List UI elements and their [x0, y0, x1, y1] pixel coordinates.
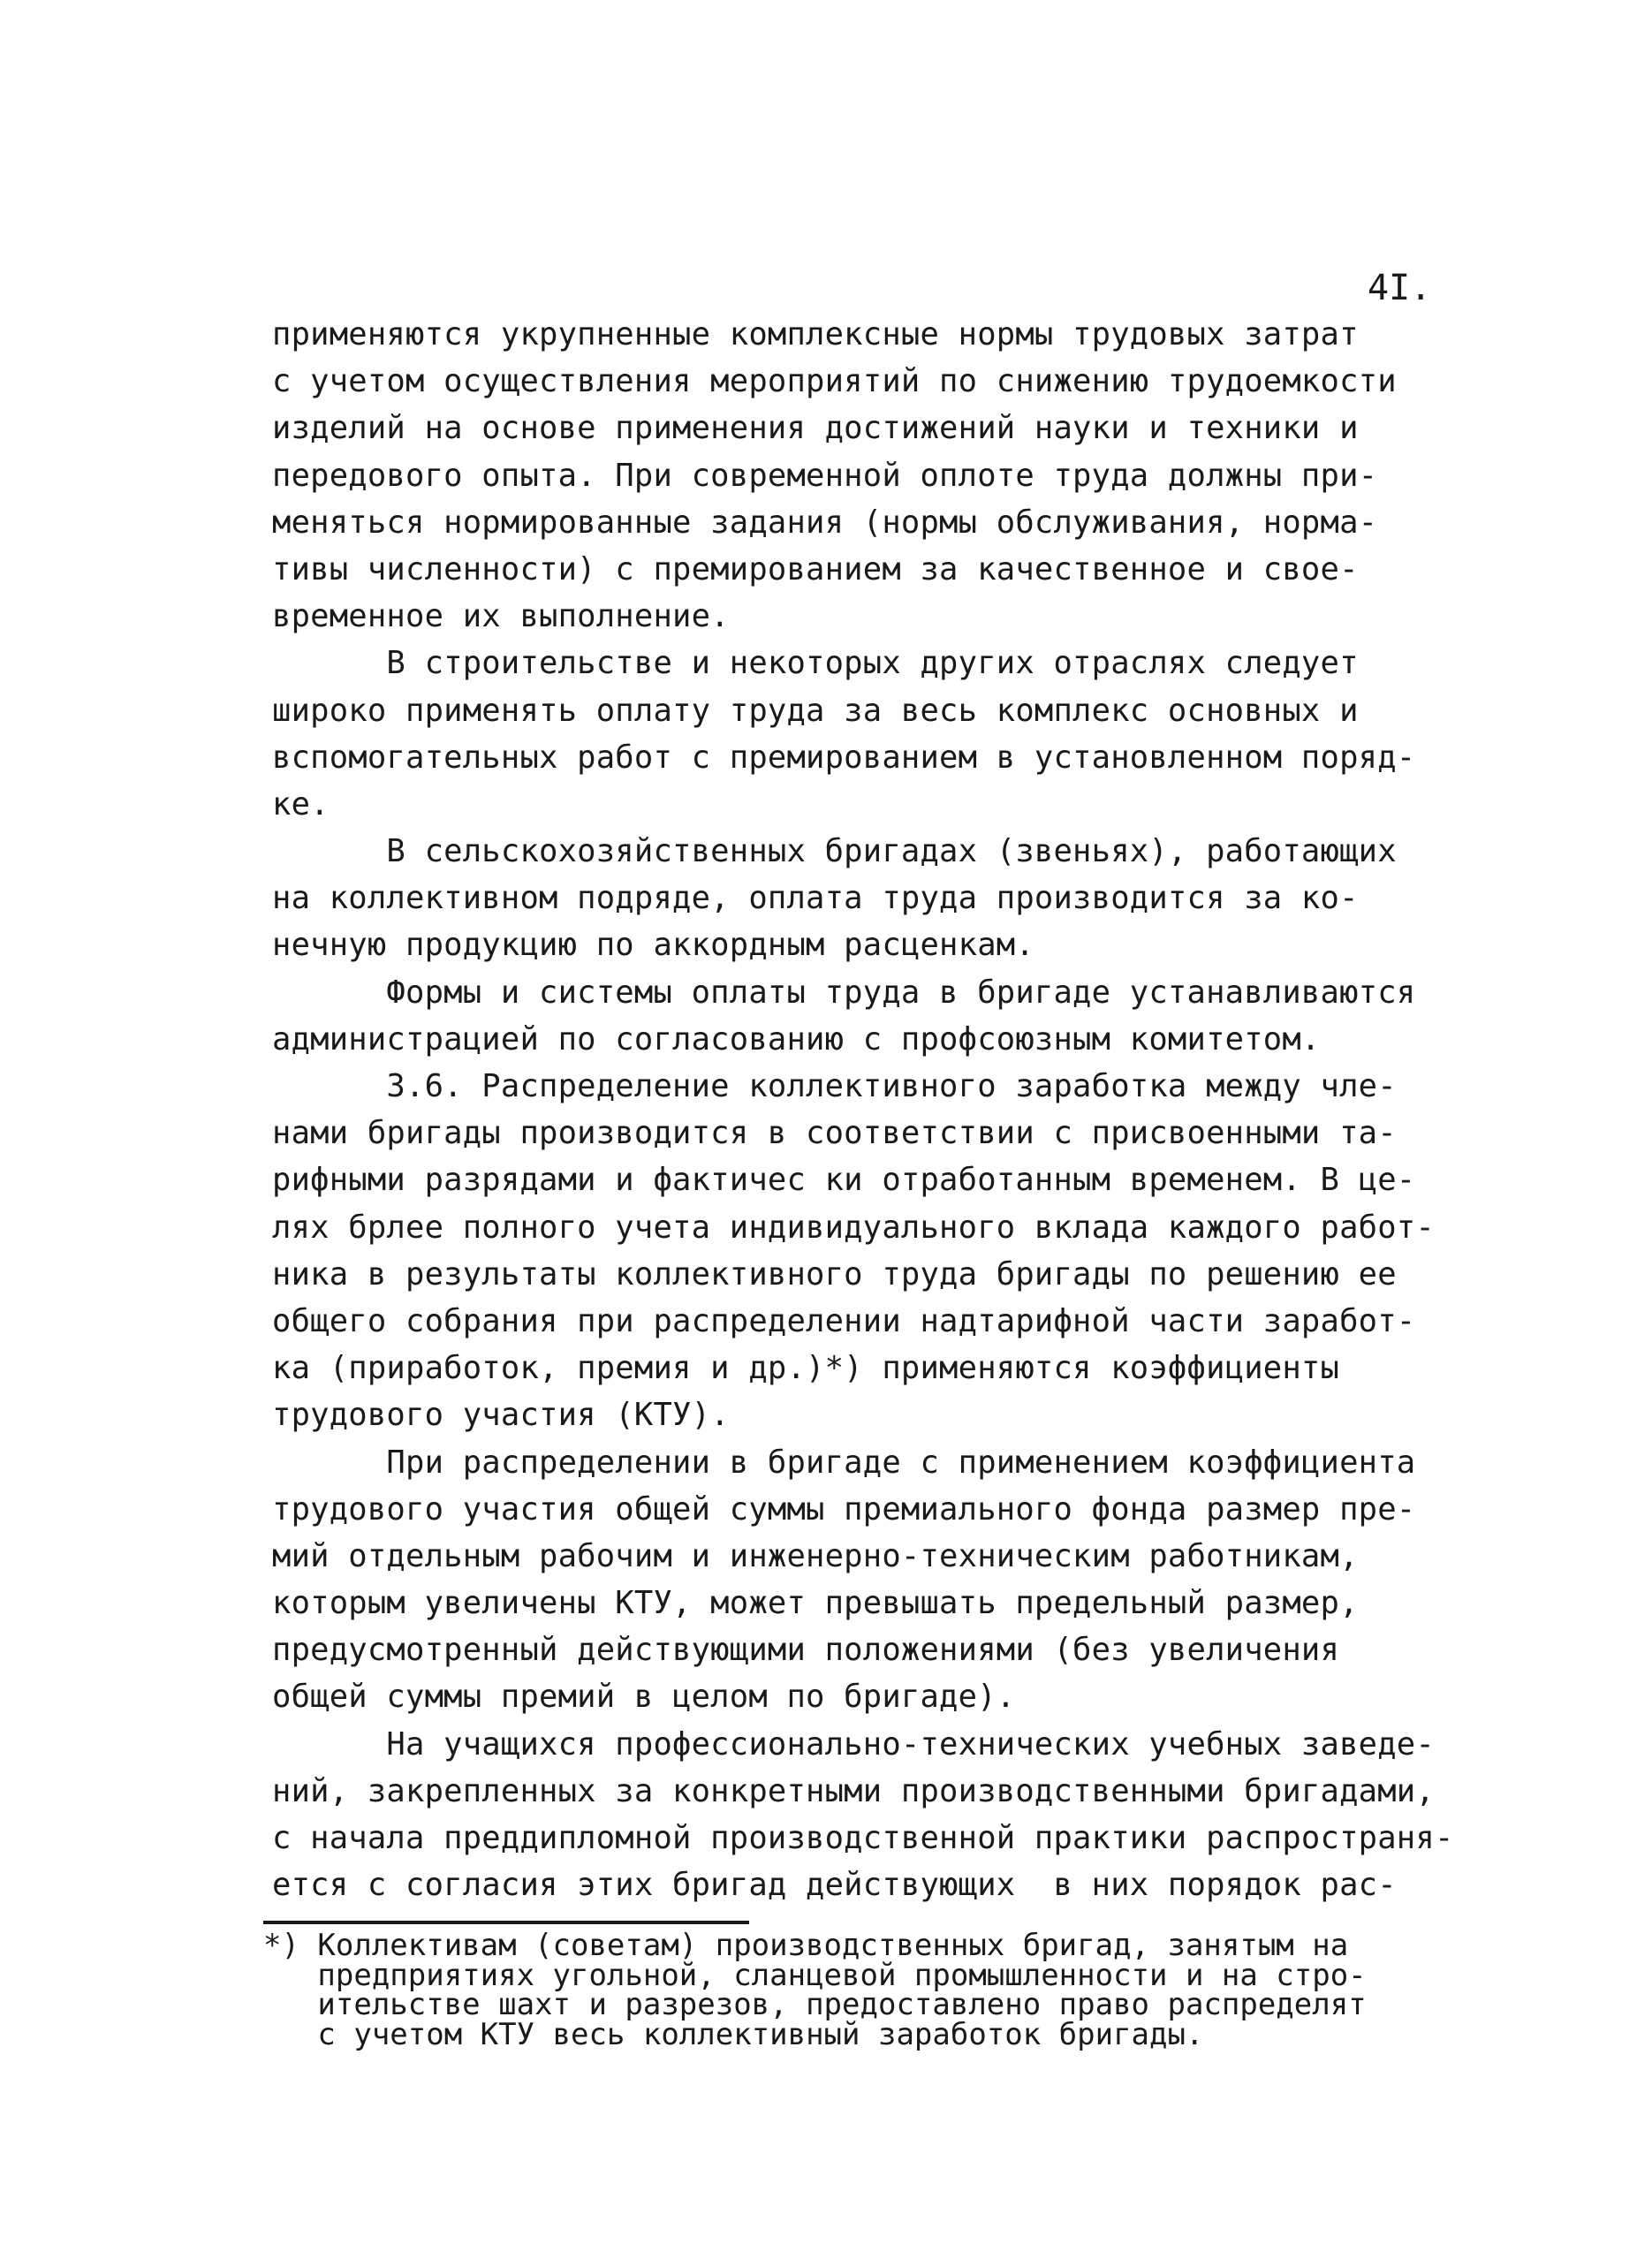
text-line: вспомогательных работ с премированием в установленном поряд-: [272, 739, 1416, 776]
text-line: трудового участия (КТУ).: [272, 1397, 730, 1434]
footnote-line: предприятиях угольной, сланцевой промышленности и на стро-: [263, 1957, 1367, 1993]
body-text: [272, 311, 1474, 1908]
text-line: Формы и системы оплаты труда в бригаде устанавливаются: [272, 974, 1416, 1011]
text-line: рифными разрядами и фактичес ки отработанным временем. В це-: [272, 1162, 1416, 1199]
text-line: ника в результаты коллективного труда бригады по решению ее: [272, 1255, 1397, 1293]
text-line: В сельскохозяйственных бригадах (звеньях), работающих: [272, 833, 1397, 870]
footnote-line: *) Коллективам (советам) производственных бригад, занятым на: [263, 1928, 1349, 1963]
text-line: общей суммы премий в целом по бригаде).: [272, 1679, 1016, 1716]
footnote-line: с учетом КТУ весь коллективный заработок бригады.: [263, 2016, 1204, 2052]
text-line: передового опыта. При современной оплоте труда должны при-: [272, 457, 1378, 494]
text-line: В строительстве и некоторых других отраслях следует: [272, 645, 1359, 682]
footnote-line: ительстве шахт и разрезов, предоставлено право распределят: [263, 1987, 1367, 2022]
text-line: нечную продукцию по аккордным расценкам.: [272, 927, 1034, 964]
text-line: предусмотренный действующими положениями (без увеличения: [272, 1632, 1340, 1669]
text-line: мий отдельным рабочим и инженерно-техническим работникам,: [272, 1537, 1359, 1574]
text-line: нами бригады производится в соответствии с присвоенными та-: [272, 1115, 1397, 1152]
footnote-divider: [263, 1921, 749, 1924]
text-line: широко применять оплату труда за весь комплекс основных и: [272, 692, 1359, 729]
page-number: 4I.: [1368, 268, 1432, 308]
text-line: на коллективном подряде, оплата труда производится за ко-: [272, 880, 1359, 917]
text-line: ний, закрепленных за конкретными производственными бригадами,: [272, 1772, 1435, 1809]
footnote: [263, 1928, 1500, 2052]
text-line: общего собрания при распределении надтарифной части заработ-: [272, 1302, 1416, 1339]
text-line: 3.6. Распределение коллективного заработка между чле-: [272, 1068, 1397, 1104]
text-line: ке.: [272, 785, 330, 823]
text-line: лях брлее полного учета индивидуального вклада каждого работ-: [272, 1209, 1435, 1246]
text-line: тивы численности) с премированием за качественное и свое-: [272, 550, 1359, 588]
text-line: ка (приработок, премия и др.)*) применяются коэффициенты: [272, 1350, 1340, 1387]
text-line: которым увеличены КТУ, может превышать предельный размер,: [272, 1585, 1359, 1622]
text-line: с начала преддипломной производственной практики распространя-: [272, 1820, 1454, 1856]
text-line: На учащихся профессионально-технических учебных заведе-: [272, 1725, 1435, 1763]
text-line: трудового участия общей суммы премиального фонда размер пре-: [272, 1490, 1416, 1528]
text-line: При распределении в бригаде с применением коэффициента: [272, 1444, 1416, 1481]
text-line: ется с согласия этих бригад действующих в них порядок рас-: [272, 1867, 1397, 1904]
text-line: применяются укрупненные комплексные нормы трудовых затрат: [272, 316, 1359, 353]
text-line: временное их выполнение.: [272, 598, 730, 635]
text-line: меняться нормированные задания (нормы обслуживания, норма-: [272, 504, 1378, 541]
text-line: изделий на основе применения достижений науки и техники и: [272, 410, 1359, 447]
text-line: администрацией по согласованию с профсоюзным комитетом.: [272, 1020, 1321, 1058]
text-line: с учетом осуществления мероприятий по снижению трудоемкости: [272, 363, 1397, 400]
